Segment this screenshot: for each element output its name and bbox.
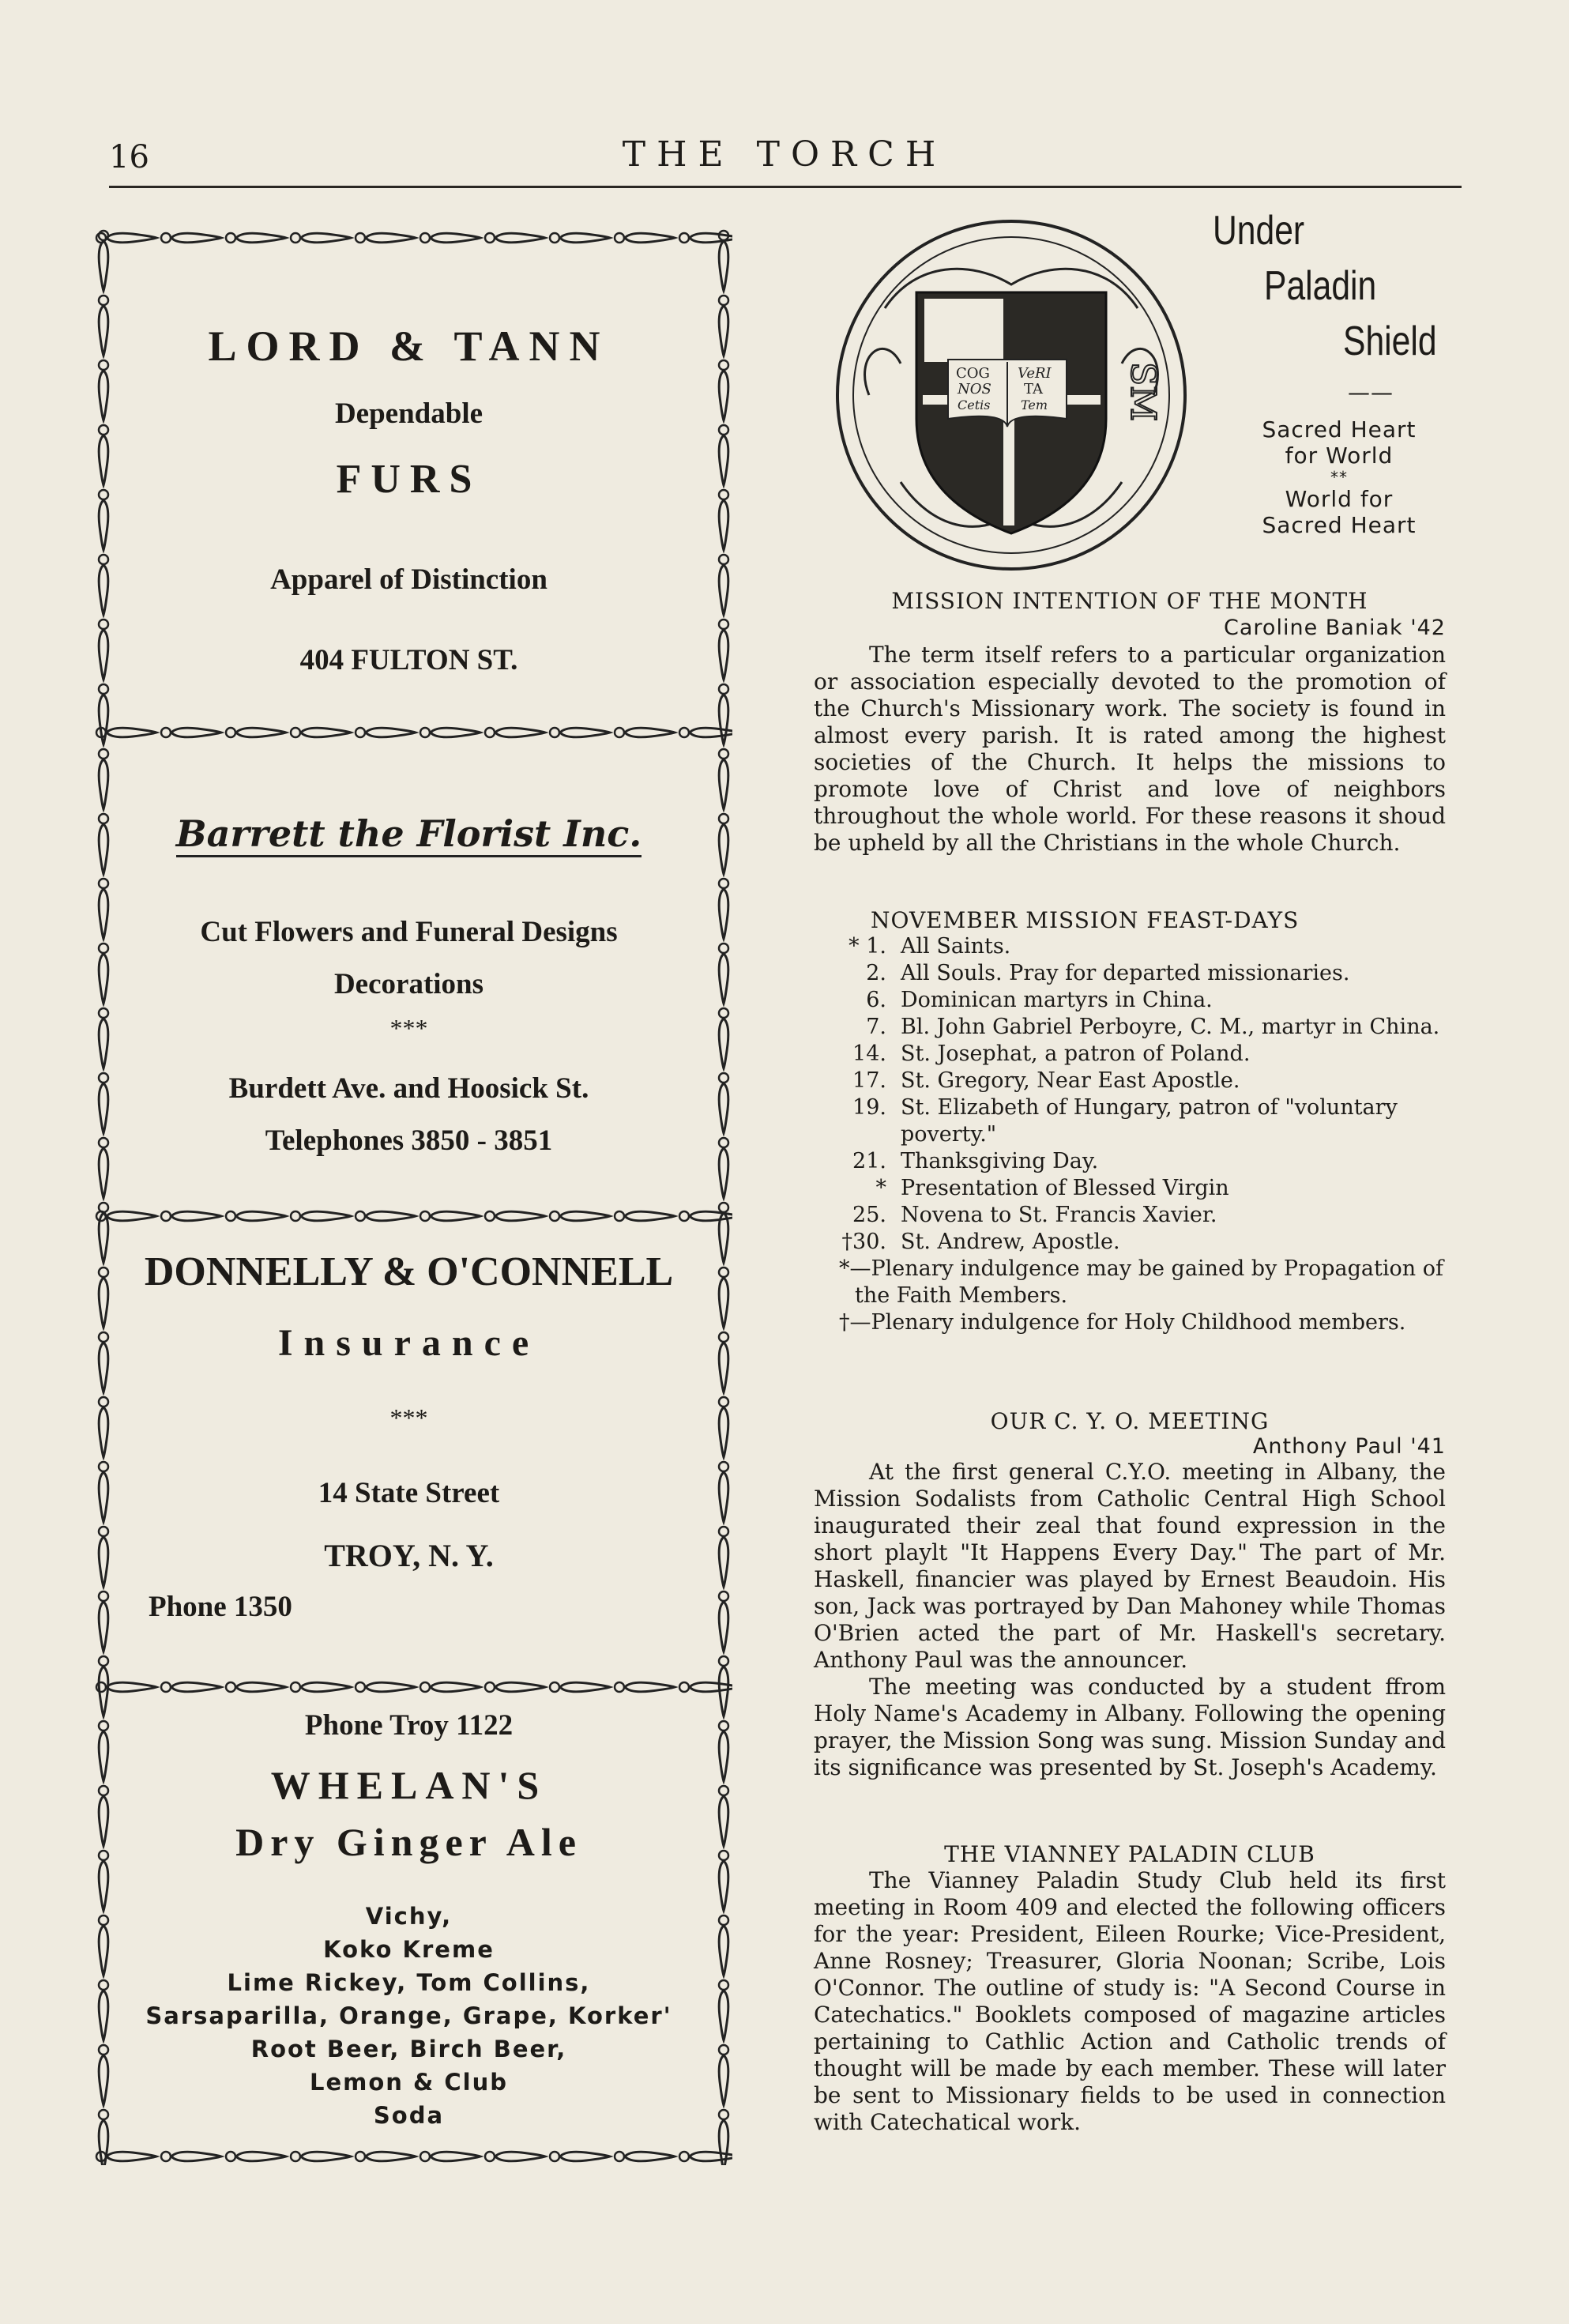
chain-divider-1 [95, 724, 732, 741]
feast-item: 25. Novena to St. Francis Xavier. [852, 1203, 1217, 1227]
mission-article [814, 588, 1446, 857]
donnelly-phone: Phone 1350 [149, 1591, 292, 1623]
ad-barrett-florist [95, 741, 723, 1207]
whelan-phone: Phone Troy 1122 [304, 1709, 514, 1742]
lord-tann-slogan: Apparel of Distinction [270, 563, 547, 596]
feast-item: †30. St. Andrew, Apostle. [841, 1230, 1120, 1254]
motto-dash: —— [1348, 379, 1394, 405]
vianney-article [814, 1841, 1446, 2136]
chain-divider-top [95, 229, 732, 247]
paladin-shield-emblem [814, 213, 1209, 577]
lord-tann-name: LORD & TANN [208, 322, 610, 370]
cyo-heading: OUR C. Y. O. MEETING [990, 1408, 1270, 1434]
ad-donnelly-oconnell [95, 1225, 723, 1678]
feast-item: 7. Bl. John Gabriel Perboyre, C. M., martyr in China. [866, 1015, 1440, 1039]
motto-stars: ** [1330, 468, 1348, 487]
whelan-product: Dry Ginger Ale [235, 1820, 582, 1864]
whelan-flavor-3: Lime Rickey, Tom Collins, [227, 1969, 591, 1996]
ad-column [95, 229, 723, 2165]
barrett-stars: *** [389, 1014, 428, 1042]
vianney-body: The Vianney Paladin Study Club held its first meeting in Room 409 and elected the following officers for the year: President, Eileen Rourke; Vice-President, Anne Rosney; Treasurer, Gloria Noonan; Scribe, Lois O'Connor. The outline of study is: "A Second Course in Catechatics." Booklets composed of magazine articles pertaining to Cathlic Action and Catholic trends of thought will be made by each member. These will later be sent to Missionary fields to be used in connection with Catechatical work. [814, 1867, 1446, 2135]
column-title-line3: Shield [1343, 318, 1437, 364]
motto-line1: Sacred Heart [1262, 416, 1417, 443]
feast-item: 17. St. Gregory, Near East Apostle. [852, 1068, 1240, 1093]
lord-tann-address: 404 FULTON ST. [299, 644, 518, 676]
cyo-paragraph-2: The meeting was conducted by a student ffrom Holy Name's Academy in Albany. Following the opening prayer, the Mission Song was sung. Mission Sunday and its significance was presented by St. Joseph's Academy. [814, 1674, 1446, 1780]
lord-tann-product: FURS [336, 457, 482, 502]
feast-note-2: †—Plenary indulgence for Holy Childhood members. [839, 1310, 1406, 1335]
chain-divider-bottom [95, 2148, 732, 2165]
barrett-line1: Cut Flowers and Funeral Designs [200, 916, 618, 948]
donnelly-stars: *** [389, 1403, 428, 1432]
cyo-byline: Anthony Paul '41 [1252, 1434, 1446, 1459]
motto-line4: Sacred Heart [1262, 512, 1417, 538]
chain-divider-3 [95, 1678, 732, 1696]
lord-tann-tagline: Dependable [334, 397, 483, 430]
ad-lord-tann [95, 247, 723, 724]
feast-days-article [814, 907, 1446, 1336]
donnelly-city: TROY, N. Y. [324, 1538, 494, 1573]
cyo-article [814, 1408, 1446, 1781]
feast-heading: NOVEMBER MISSION FEAST-DAYS [871, 907, 1300, 933]
shield-book-right-2: TA [1024, 381, 1044, 397]
feast-item: 2. All Souls. Pray for departed missionaries. [866, 961, 1350, 985]
feast-item: 6. Dominican martyrs in China. [866, 988, 1213, 1012]
shield-book-right-3: Tem [1021, 397, 1048, 412]
feast-list [814, 933, 1446, 1256]
donnelly-name: DONNELLY & O'CONNELL [144, 1249, 674, 1294]
motto-line3: World for [1285, 486, 1394, 512]
shield-book-left-2: NOS [958, 381, 991, 397]
whelan-flavor-4: Sarsaparilla, Orange, Grape, Korker' [145, 2002, 672, 2029]
motto-line2: for World [1285, 443, 1394, 469]
mission-byline: Caroline Baniak '42 [1224, 616, 1446, 640]
shield-monogram: SM [1123, 362, 1163, 422]
whelan-flavor-2: Koko Kreme [323, 1936, 495, 1963]
donnelly-product: Insurance [277, 1322, 540, 1364]
page-number: 16 [109, 139, 149, 175]
feast-item: 14. St. Josephat, a patron of Poland. [852, 1041, 1251, 1066]
shield-book-left-3: Cetis [958, 397, 991, 412]
feast-item: 19. St. Elizabeth of Hungary, patron of "voluntary poverty." [852, 1095, 1398, 1147]
barrett-line2: Decorations [333, 968, 484, 1000]
whelan-flavor-5: Root Beer, Birch Beer, [250, 2036, 567, 2062]
feast-item: * Presentation of Blessed Virgin [875, 1176, 1229, 1200]
barrett-address: Burdett Ave. and Hoosick St. [228, 1072, 589, 1105]
feast-note-1: *—Plenary indulgence may be gained by Propagation of the Faith Members. [839, 1256, 1443, 1308]
whelan-name: WHELAN'S [270, 1763, 547, 1807]
shield-book-left-1: COG [956, 365, 990, 382]
shield-book-right-1: VeRI [1018, 365, 1052, 382]
barrett-logo-text: Barrett the Florist Inc. [176, 812, 642, 857]
whelan-flavor-7: Soda [373, 2102, 445, 2129]
ad-whelans [95, 1696, 723, 2148]
barrett-logo [95, 812, 723, 855]
mission-body: The term itself refers to a particular organization or association especially devoted to the promotion of the Church's Missionary work. The society is found in almost every parish. It is rated among the highest societies of the Church. It helps the missions to promote love of Christ and love of neighbors throughout the whole world. For these reasons it shoud be upheld by all the Christians in the whole Church. [814, 642, 1446, 856]
vianney-heading: THE VIANNEY PALADIN CLUB [944, 1841, 1315, 1867]
feast-item: 21. Thanksgiving Day. [852, 1149, 1099, 1173]
column-title-line2: Paladin [1264, 263, 1377, 309]
running-title: THE TORCH [622, 134, 947, 175]
whelan-flavor-6: Lemon & Club [309, 2069, 509, 2096]
donnelly-address: 14 State Street [318, 1477, 500, 1509]
chain-divider-2 [95, 1207, 732, 1225]
barrett-phones: Telephones 3850 - 3851 [265, 1124, 553, 1157]
cyo-paragraph-1: At the first general C.Y.O. meeting in Albany, the Mission Sodalists from Catholic Central High School inaugurated their zeal that found expression in the short playlt "It Happens Every Day." The part of Mr. Haskell, financier was played by Ernest Beaudoin. His son, Jack was portrayed by Dan Mahoney while Thomas O'Brien acted the part of Mr. Haskell's secretary. Anthony Paul was the announcer. [814, 1459, 1446, 1673]
header-rule [109, 186, 1462, 188]
motto-block [1209, 379, 1469, 538]
column-title-line1: Under [1213, 208, 1305, 254]
mission-heading: MISSION INTENTION OF THE MONTH [891, 588, 1368, 614]
feast-item: * 1. All Saints. [848, 934, 1011, 959]
whelan-flavor-1: Vichy, [365, 1903, 453, 1930]
